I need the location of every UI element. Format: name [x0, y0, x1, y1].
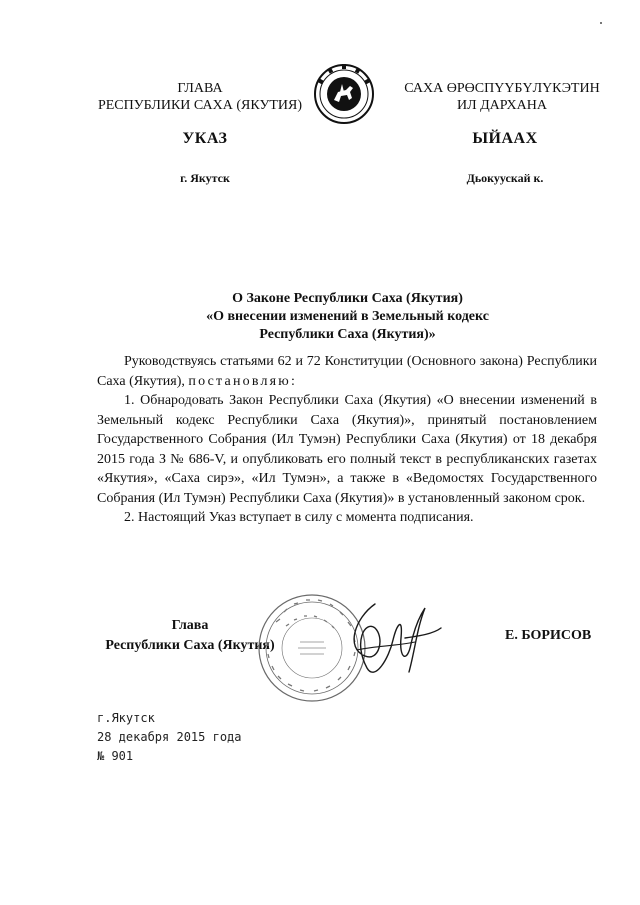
city-left: г. Якутск — [180, 171, 230, 185]
preamble-text: Руководствуясь статьями 62 и 72 Конституции (Основного закона) Республики Саха (Якутия), — [97, 354, 597, 389]
doc-type-right: ЫЙААХ — [472, 130, 538, 147]
title-line1: О Законе Республики Саха (Якутия) — [232, 291, 463, 306]
footer-date: 28 декабря 2015 года — [97, 730, 242, 744]
preamble-spaced-word: постановляю — [188, 373, 291, 389]
decree-body — [97, 352, 597, 528]
header-right — [388, 80, 616, 114]
registration-footer — [97, 709, 242, 766]
signatory-name: Е. БОРИСОВ — [505, 628, 592, 643]
item-1-paragraph: 1. Обнародовать Закон Республики Саха (Якутия) «О внесении изменений в Земельный кодекс Республики Саха (Якутия)», принятый постановлением Государственного Собрания (Ил Тумэн) Республики Саха (Якутия) от 18 декабря 2015 года З № 686-V, и опубликовать его полный текст в республиканских газетах «Якутия», «Саха сирэ», «Ил Тумэн», а также в «Ведомостях Государственного Собрания (Ил Тумэн) Республики Саха (Якутия)» в установленный законом срок. — [97, 393, 597, 506]
header-left-line2: РЕСПУБЛИКИ САХА (ЯКУТИЯ) — [97, 98, 303, 113]
footer-city: г.Якутск — [97, 711, 155, 725]
header-right-line1: САХА ӨРӨСПҮҮБҮЛҮКЭТИН — [404, 81, 600, 96]
city-right: Дьокуускай к. — [466, 171, 544, 185]
coat-of-arms-emblem — [312, 62, 376, 126]
footer-number: № 901 — [97, 749, 134, 763]
signatory-role-line2: Республики Саха (Якутия) — [105, 638, 275, 653]
header-left-line1: ГЛАВА — [177, 81, 223, 96]
title-line2: «О внесении изменений в Земельный кодекс — [206, 309, 489, 324]
header-left — [80, 80, 320, 114]
scan-speck — [600, 22, 602, 24]
header-right-line2: ИЛ ДАРХАНА — [456, 98, 547, 113]
decree-title — [150, 290, 545, 344]
preamble-paragraph — [97, 352, 597, 391]
doc-type-left: УКАЗ — [182, 130, 228, 147]
title-line3: Республики Саха (Якутия)» — [259, 327, 436, 342]
item-2-paragraph: 2. Настоящий Указ вступает в силу с момента подписания. — [124, 510, 474, 525]
signatory-role-line1: Глава — [171, 618, 209, 633]
handwritten-signature — [345, 598, 445, 690]
preamble-end: : — [290, 373, 295, 389]
